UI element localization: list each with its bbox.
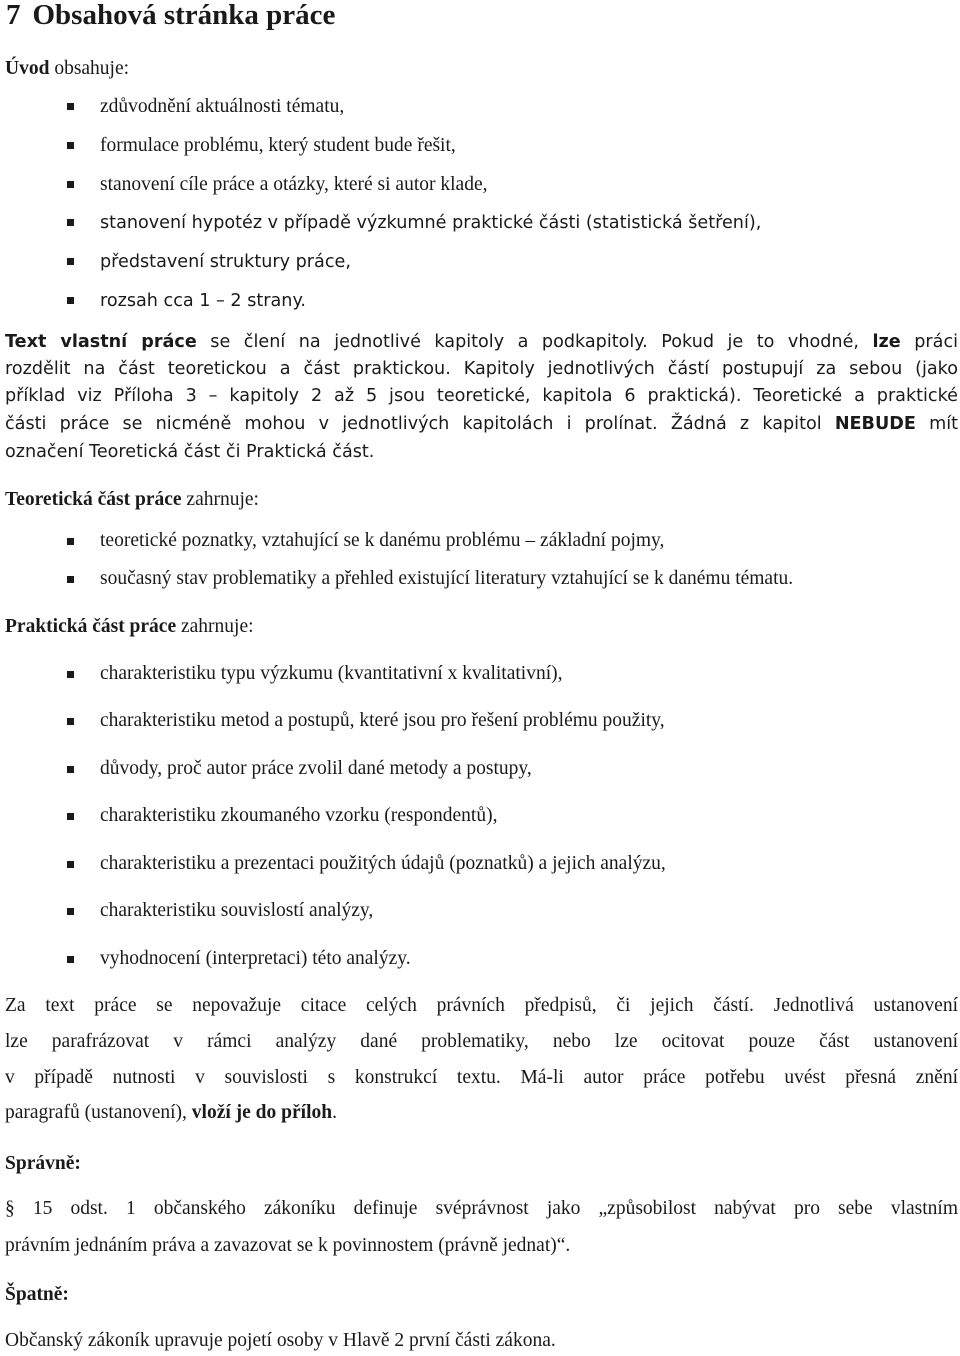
chapter-title: Obsahová stránka práce [32, 0, 336, 31]
paragraph-line: lze parafrázovat v rámci analýzy dané problematiky, nebo lze ocitovat pouze část ustanovení [5, 1031, 958, 1052]
intro-label-bold: Úvod [5, 58, 50, 79]
list-item: formulace problému, který student bude řešit, [100, 135, 456, 156]
intro-label [5, 57, 129, 81]
bullet-icon [67, 142, 74, 149]
bullet-icon [67, 956, 74, 963]
list-item: charakteristiku zkoumaného vzorku (respondentů), [100, 805, 498, 826]
theory-label: Teoretická část práce zahrnuje: [5, 489, 259, 510]
list-item: charakteristiku metod a postupů, které jsou pro řešení problému použity, [100, 710, 665, 731]
paragraph-line: Za text práce se nepovažuje citace celých právních předpisů, či jejich částí. Jednotlivá ustanovení [5, 995, 958, 1016]
bullet-icon [67, 908, 74, 915]
bullet-icon [67, 103, 74, 110]
bullet-icon [67, 576, 74, 583]
practice-label: Praktická část práce zahrnuje: [5, 616, 254, 637]
bullet-icon [67, 766, 74, 773]
chapter-number: 7 [6, 0, 21, 31]
list-item: vyhodnocení (interpretaci) této analýzy. [100, 948, 411, 969]
page-title [6, 0, 335, 30]
list-item: současný stav problematiky a přehled existující literatury vztahující se k danému tématu. [100, 568, 794, 589]
bullet-icon [67, 861, 74, 868]
bullet-icon [67, 538, 74, 545]
paragraph-line: v případě nutnosti v souvislosti s konstrukcí textu. Má-li autor práce potřebu uvést přesná znění [5, 1067, 958, 1088]
example-line: Občanský zákoník upravuje pojetí osoby v Hlavě 2 první části zákona. [5, 1330, 556, 1351]
bullet-icon [67, 671, 74, 678]
list-item: zdůvodnění aktuálnosti tématu, [100, 96, 345, 117]
list-item: charakteristiku souvislostí analýzy, [100, 900, 374, 921]
paragraph-line: rozdělit na část teoretickou a část praktickou. Kapitoly jednotlivých částí postupují za sebou (jako [5, 359, 958, 379]
bullet-icon [67, 813, 74, 820]
paragraph-line: Text vlastní práce se člení na jednotlivé kapitoly a podkapitoly. Pokud je to vhodné, lze práci [5, 332, 959, 352]
bullet-icon [67, 258, 74, 265]
intro-label-rest: obsahuje: [49, 58, 130, 79]
list-item: představení struktury práce, [100, 252, 351, 272]
bullet-icon [67, 219, 74, 226]
bullet-icon [67, 181, 74, 188]
paragraph-line: příklad viz Příloha 3 – kapitoly 2 až 5 jsou teoretické, kapitola 6 praktická). Teoretické a praktické [5, 386, 958, 406]
bullet-icon [67, 718, 74, 725]
bullet-icon [67, 297, 74, 304]
list-item: charakteristiku typu výzkumu (kvantitativní x kvalitativní), [100, 663, 563, 684]
list-item: charakteristiku a prezentaci použitých údajů (poznatků) a jejich analýzu, [100, 853, 666, 874]
paragraph-line: označení Teoretická část či Praktická část. [5, 442, 375, 462]
list-item: rozsah cca 1 – 2 strany. [100, 291, 306, 311]
example-line: právním jednáním práva a zavazovat se k povinnostem (právně jednat)“. [5, 1235, 571, 1256]
list-item: stanovení hypotéz v případě výzkumné praktické části (statistická šetření), [100, 213, 762, 233]
list-item: teoretické poznatky, vztahující se k danému problému – základní pojmy, [100, 530, 665, 551]
list-item: stanovení cíle práce a otázky, které si autor klade, [100, 174, 488, 195]
correct-label: Správně: [5, 1153, 81, 1174]
list-item: důvody, proč autor práce zvolil dané metody a postupy, [100, 758, 532, 779]
paragraph-line: paragrafů (ustanovení), vloží je do příloh. [5, 1102, 337, 1123]
example-line: § 15 odst. 1 občanského zákoníku definuje svéprávnost jako „způsobilost nabývat pro sebe vlastním [5, 1198, 958, 1219]
paragraph-line: části práce se nicméně mohou v jednotlivých kapitolách i prolínat. Žádná z kapitol NEBUDE mít [5, 414, 958, 434]
wrong-label: Špatně: [5, 1284, 69, 1305]
